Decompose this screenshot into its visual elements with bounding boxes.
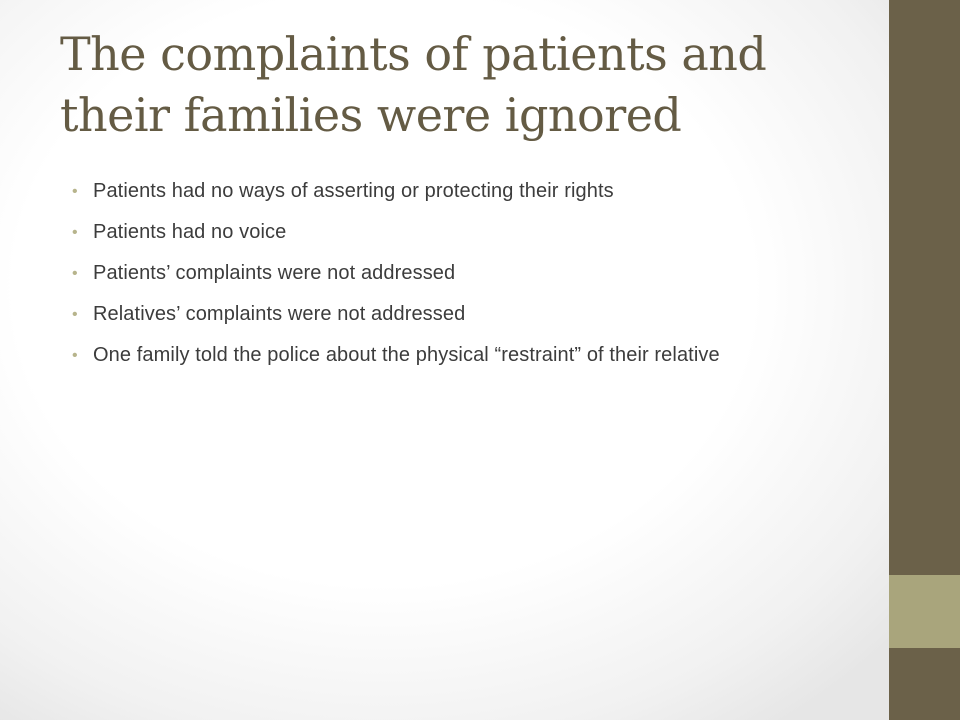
bullet-item-5: [72, 342, 812, 369]
sidebar-band-top: [889, 0, 960, 575]
bullet-text: Patients had no ways of asserting or protecting their rights: [93, 180, 614, 202]
sidebar-band-bottom: [889, 648, 960, 720]
bullet-text: Relatives’ complaints were not addressed: [93, 303, 466, 325]
bullet-item-3: [72, 260, 812, 287]
bullet-text: Patients had no voice: [93, 221, 287, 243]
bullet-icon: •: [72, 224, 78, 241]
bullet-item-1: [72, 178, 812, 205]
bullet-text: Patients’ complaints were not addressed: [93, 262, 456, 284]
bullet-item-2: [72, 219, 812, 246]
slide-title: The complaints of patients and their families were ignored: [60, 27, 767, 142]
bullet-icon: •: [72, 265, 78, 282]
bullet-text: One family told the police about the physical “restraint” of their relative: [93, 344, 720, 366]
sidebar-band-accent: [889, 575, 960, 648]
bullet-icon: •: [72, 183, 78, 200]
bullet-list: [72, 178, 812, 383]
bullet-icon: •: [72, 306, 78, 323]
bullet-icon: •: [72, 347, 78, 364]
bullet-item-4: [72, 301, 812, 328]
